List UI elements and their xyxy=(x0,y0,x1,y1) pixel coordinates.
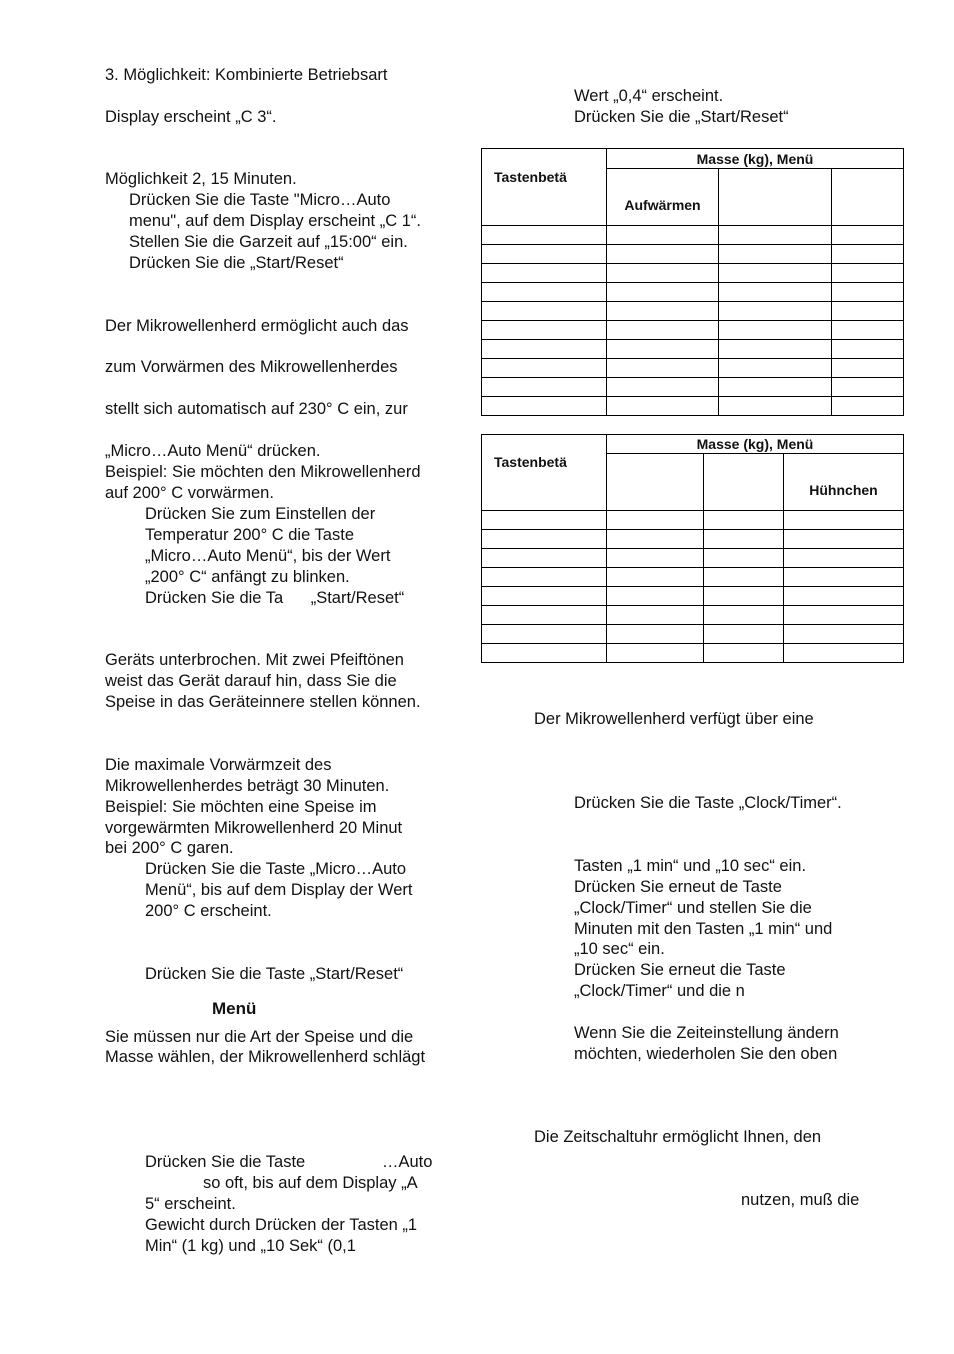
table-cell xyxy=(482,549,607,568)
table-cell xyxy=(832,321,904,340)
table-cell xyxy=(704,511,784,530)
table-cell xyxy=(784,549,904,568)
step-line: Minuten mit den Tasten „1 min“ und xyxy=(574,920,833,938)
step-line: 200° C erscheint. xyxy=(145,902,272,920)
column-header-tastenbetaetigung: Tastenbetä xyxy=(482,149,607,226)
paragraph-line: zum Vorwärmen des Mikrowellenherdes xyxy=(105,358,398,376)
table-cell xyxy=(832,359,904,378)
paragraph-line: Wenn Sie die Zeiteinstellung ändern xyxy=(574,1024,839,1042)
step-line: 5“ erscheint. xyxy=(145,1195,236,1213)
step-line: Min“ (1 kg) und „10 Sek“ (0,1 xyxy=(145,1237,356,1255)
table-cell xyxy=(719,245,832,264)
table-cell xyxy=(482,245,607,264)
table-cell xyxy=(607,644,704,663)
table-cell xyxy=(607,340,719,359)
table-row xyxy=(482,397,904,416)
table-cell xyxy=(719,321,832,340)
paragraph-line: Sie müssen nur die Art der Speise und die xyxy=(105,1028,414,1046)
paragraph-line: Beispiel: Sie möchten den Mikrowellenherd xyxy=(105,463,421,481)
step-line: Stellen Sie die Garzeit auf „15:00“ ein. xyxy=(129,233,408,251)
step-line: Drücken Sie die Taste xyxy=(145,1153,306,1171)
table-cell xyxy=(719,264,832,283)
table-cell xyxy=(607,226,719,245)
table-cell xyxy=(482,530,607,549)
table-row xyxy=(482,530,904,549)
column-header-empty xyxy=(704,454,784,511)
table-cell xyxy=(607,606,704,625)
table-cell xyxy=(607,587,704,606)
table-cell xyxy=(784,587,904,606)
table-row xyxy=(482,302,904,321)
table-cell xyxy=(482,644,607,663)
table-cell xyxy=(482,568,607,587)
table-cell xyxy=(784,606,904,625)
table-row xyxy=(482,264,904,283)
step-line: Temperatur 200° C die Taste xyxy=(145,526,354,544)
paragraph-line: Wert „0,4“ erscheint. xyxy=(574,87,724,105)
option-2-text: Möglichkeit 2, 15 Minuten. xyxy=(105,170,297,188)
step-line: Drücken Sie erneut de Taste xyxy=(574,878,782,896)
column-header-aufwaermen: Aufwärmen xyxy=(607,169,719,226)
table-cell xyxy=(719,283,832,302)
table-cell xyxy=(482,321,607,340)
table-cell xyxy=(607,264,719,283)
step-line: „Micro…Auto Menü“, bis der Wert xyxy=(145,547,391,565)
table-cell xyxy=(719,397,832,416)
paragraph-line: vorgewärmten Mikrowellenherd 20 Minut xyxy=(105,819,403,837)
table-cell xyxy=(607,321,719,340)
table-cell xyxy=(704,568,784,587)
table-cell xyxy=(832,264,904,283)
table-cell xyxy=(832,302,904,321)
paragraph-line: möchten, wiederholen Sie den oben xyxy=(574,1045,838,1063)
menu-heading: Menü xyxy=(212,999,257,1018)
step-line: Gewicht durch Drücken der Tasten „1 xyxy=(145,1216,418,1234)
paragraph-line: stellt sich automatisch auf 230° C ein, zur xyxy=(105,400,408,418)
table-cell xyxy=(704,530,784,549)
step-line: menu", auf dem Display erscheint „C 1“. xyxy=(129,212,421,230)
table-cell xyxy=(482,511,607,530)
step-line: Drücken Sie die Taste „Clock/Timer“. xyxy=(574,794,842,812)
step-line: Drücken Sie die Ta „Start/Reset“ xyxy=(145,589,405,607)
table-cell xyxy=(719,359,832,378)
table-cell xyxy=(704,549,784,568)
step-line: Drücken Sie erneut die Taste xyxy=(574,961,786,979)
paragraph-line: auf 200° C vorwärmen. xyxy=(105,484,274,502)
column-header-empty xyxy=(607,454,704,511)
column-header-masse-menu: Masse (kg), Menü xyxy=(607,435,904,454)
table-row xyxy=(482,283,904,302)
step-line: „Clock/Timer“ und stellen Sie die xyxy=(574,899,812,917)
step-line: Tasten „1 min“ und „10 sec“ ein. xyxy=(574,857,807,875)
table-cell xyxy=(607,397,719,416)
table-row xyxy=(482,321,904,340)
table-cell xyxy=(719,378,832,397)
column-header-tastenbetaetigung: Tastenbetä xyxy=(482,435,607,511)
step-line: so oft, bis auf dem Display „A xyxy=(203,1174,418,1192)
table-row xyxy=(482,226,904,245)
step-line: Drücken Sie die Taste "Micro…Auto xyxy=(129,191,391,209)
step-line: „200° C“ anfängt zu blinken. xyxy=(145,568,350,586)
table-cell xyxy=(784,644,904,663)
table-cell xyxy=(482,283,607,302)
table-cell xyxy=(832,340,904,359)
paragraph-line: Mikrowellenherdes beträgt 30 Minuten. xyxy=(105,777,390,795)
paragraph-line: Der Mikrowellenherd verfügt über eine xyxy=(534,710,814,728)
table-cell xyxy=(704,625,784,644)
weight-menu-table-1 xyxy=(481,148,904,416)
step-line: „10 sec“ ein. xyxy=(574,940,665,958)
table-cell xyxy=(704,644,784,663)
table-cell xyxy=(719,226,832,245)
weight-menu-table-2 xyxy=(481,434,904,663)
step-line: Drücken Sie zum Einstellen der xyxy=(145,505,376,523)
table-cell xyxy=(784,625,904,644)
table-cell xyxy=(607,302,719,321)
table-cell xyxy=(482,226,607,245)
table-cell xyxy=(482,625,607,644)
paragraph-line: Die Zeitschaltuhr ermöglicht Ihnen, den xyxy=(534,1128,822,1146)
table-cell xyxy=(482,587,607,606)
table-row xyxy=(482,644,904,663)
paragraph-line: Geräts unterbrochen. Mit zwei Pfeiftönen xyxy=(105,651,404,669)
table-row xyxy=(482,511,904,530)
table-row xyxy=(482,378,904,397)
table-cell xyxy=(704,587,784,606)
table-row xyxy=(482,245,904,264)
table-cell xyxy=(719,340,832,359)
table-cell xyxy=(607,245,719,264)
table-cell xyxy=(832,283,904,302)
step-line: Drücken Sie die Taste „Start/Reset“ xyxy=(145,965,404,983)
table-cell xyxy=(482,397,607,416)
table-cell xyxy=(607,378,719,397)
display-c3-text: Display erscheint „C 3“. xyxy=(105,108,277,126)
table-cell xyxy=(832,245,904,264)
table-cell xyxy=(832,226,904,245)
table-cell xyxy=(784,511,904,530)
paragraph-line: Speise in das Geräteinnere stellen können. xyxy=(105,693,421,711)
table-cell xyxy=(784,568,904,587)
paragraph-line: Drücken Sie die „Start/Reset“ xyxy=(574,108,789,126)
paragraph-line: bei 200° C garen. xyxy=(105,839,234,857)
table-cell xyxy=(607,511,704,530)
table-cell xyxy=(719,302,832,321)
table-cell xyxy=(607,568,704,587)
table-row xyxy=(482,568,904,587)
table-cell xyxy=(482,378,607,397)
table-cell xyxy=(607,359,719,378)
step-line: …Auto xyxy=(382,1153,433,1171)
step-line: „Clock/Timer“ und die n xyxy=(574,982,745,1000)
paragraph-line: nutzen, muß die xyxy=(741,1191,860,1209)
paragraph-line: weist das Gerät darauf hin, dass Sie die xyxy=(105,672,397,690)
table-cell xyxy=(607,530,704,549)
table-cell xyxy=(482,340,607,359)
step-line: Menü“, bis auf dem Display der Wert xyxy=(145,881,413,899)
step-line: Drücken Sie die „Start/Reset“ xyxy=(129,254,344,272)
table-row xyxy=(482,606,904,625)
table-cell xyxy=(482,606,607,625)
table-row xyxy=(482,340,904,359)
table-cell xyxy=(832,397,904,416)
section-heading-combined-mode: 3. Möglichkeit: Kombinierte Betriebsart xyxy=(105,66,388,84)
table-cell xyxy=(607,283,719,302)
paragraph-line: „Micro…Auto Menü“ drücken. xyxy=(105,442,321,460)
table-cell xyxy=(482,264,607,283)
column-header-empty xyxy=(719,169,832,226)
table-row xyxy=(482,587,904,606)
paragraph-line: Der Mikrowellenherd ermöglicht auch das xyxy=(105,317,409,335)
paragraph-line: Masse wählen, der Mikrowellenherd schlägt xyxy=(105,1048,426,1066)
column-header-empty xyxy=(832,169,904,226)
paragraph-line: Beispiel: Sie möchten eine Speise im xyxy=(105,798,377,816)
step-line: Drücken Sie die Taste „Micro…Auto xyxy=(145,860,407,878)
table-row xyxy=(482,625,904,644)
column-header-huehnchen: Hühnchen xyxy=(784,454,904,511)
table-cell xyxy=(607,549,704,568)
table-cell xyxy=(482,359,607,378)
paragraph-line: Die maximale Vorwärmzeit des xyxy=(105,756,332,774)
table-cell xyxy=(832,378,904,397)
table-row xyxy=(482,549,904,568)
table-cell xyxy=(704,606,784,625)
table-row xyxy=(482,359,904,378)
table-cell xyxy=(607,625,704,644)
column-header-masse-menu: Masse (kg), Menü xyxy=(607,149,904,169)
table-cell xyxy=(482,302,607,321)
table-cell xyxy=(784,530,904,549)
